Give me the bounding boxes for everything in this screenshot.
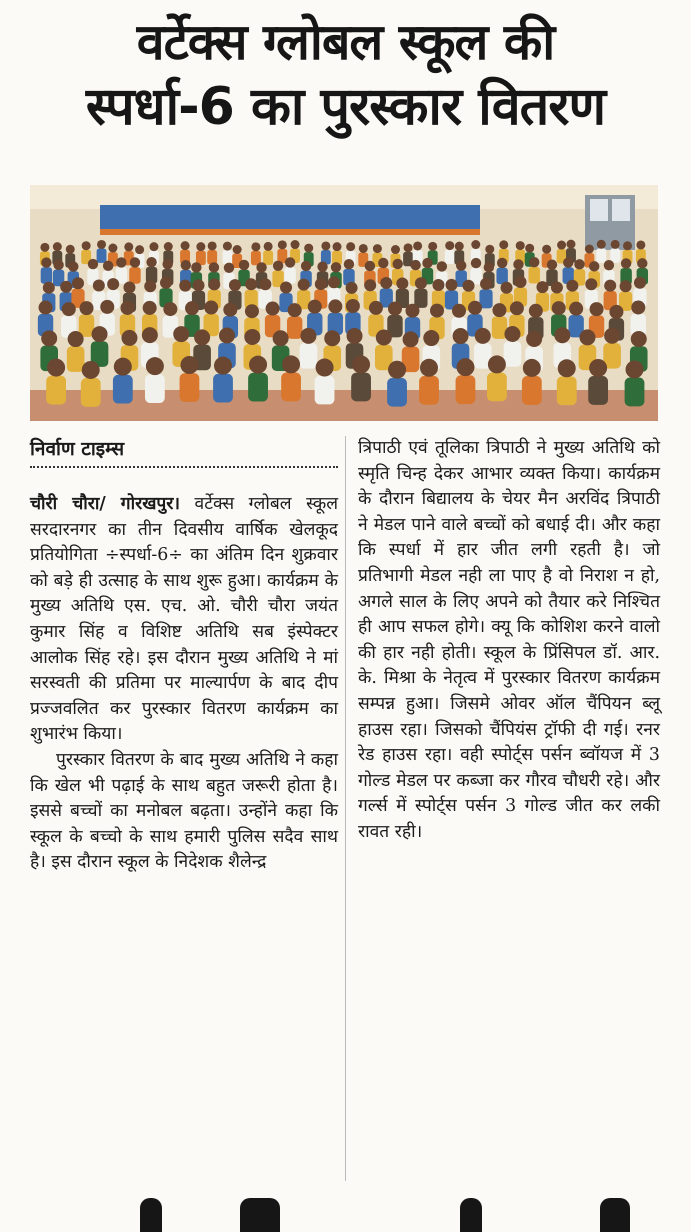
person-head	[163, 302, 177, 316]
person-head	[590, 302, 604, 316]
person-head	[259, 278, 271, 290]
person-head	[422, 258, 432, 268]
person-head	[484, 262, 494, 272]
person-head	[331, 262, 341, 272]
person-head	[631, 331, 647, 347]
person-head	[146, 257, 156, 267]
person-head	[93, 280, 105, 292]
person-head	[346, 299, 360, 313]
person-body	[522, 376, 542, 405]
person-head	[404, 243, 413, 252]
article-right-column	[358, 436, 660, 846]
person-head	[82, 241, 91, 250]
person-head	[413, 241, 422, 250]
person-head	[266, 302, 280, 316]
person-head	[388, 361, 406, 379]
person-head	[142, 327, 158, 343]
person-head	[566, 280, 578, 292]
person-head	[180, 356, 198, 374]
person-head	[108, 244, 117, 253]
person-head	[219, 328, 235, 344]
person-body	[596, 248, 606, 262]
person-body	[445, 250, 455, 264]
person-body	[287, 316, 302, 338]
person-head	[456, 358, 474, 376]
headline-line-1: वर्टेक्स ग्लोबल स्कूल की	[136, 13, 555, 71]
person-head	[391, 245, 400, 254]
person-head	[558, 359, 576, 377]
article-paragraph-1	[30, 492, 338, 748]
person-head	[597, 240, 606, 249]
person-head	[66, 245, 75, 254]
person-head	[604, 280, 616, 292]
person-head	[224, 263, 234, 273]
person-head	[208, 278, 220, 290]
person-head	[352, 355, 370, 373]
person-head	[380, 277, 392, 289]
person-head	[97, 240, 106, 249]
person-head	[328, 299, 342, 313]
person-head	[552, 301, 566, 315]
person-body	[588, 376, 608, 405]
person-head	[68, 261, 78, 271]
person-head	[317, 261, 327, 271]
person-head	[456, 260, 466, 270]
person-head	[282, 355, 300, 373]
person-head	[273, 261, 283, 271]
person-head	[92, 326, 108, 342]
person-head	[321, 241, 330, 250]
column-divider	[345, 436, 346, 1181]
person-head	[475, 328, 491, 344]
person-body	[222, 250, 232, 264]
paragraph-1-text: वर्टेक्स ग्लोबल स्कूल सरदारनगर का तीन दिवसीय वार्षिक खेलकूद प्रतियोगिता ÷स्पर्धा-6÷ का अंतिम दिन शुक्रवार को बड़े ही उत्साह के साथ शुरू हुआ। कार्यक्रम के मुख्य अतिथि एस. एच. ओ. चौरी चौरा जयंत कुमार सिंह व विशिष्ट अतिथि सब इंस्पेक्टर आलोक सिंह रहे। इस दौरान मुख्य अतिथि ने मां सरस्वती की प्रतिमा पर माल्यार्पण के बाद दीप प्रज्जवलित कर पुरस्कार वितरण कार्यक्रम का शुभारंभ किया।	[30, 494, 338, 745]
person-head	[620, 280, 632, 292]
person-head	[80, 301, 94, 315]
person-head	[585, 245, 594, 254]
person-head	[526, 331, 542, 347]
person-head	[515, 276, 527, 288]
person-head	[185, 301, 199, 315]
person-head	[566, 240, 575, 249]
person-head	[497, 258, 507, 268]
person-head	[333, 242, 342, 251]
person-body	[504, 341, 522, 367]
person-head	[191, 262, 201, 272]
person-head	[285, 257, 295, 267]
person-head	[589, 261, 599, 271]
person-head	[420, 359, 438, 377]
person-body	[625, 378, 645, 407]
person-head	[631, 300, 645, 314]
person-head	[72, 277, 84, 289]
person-head	[432, 279, 444, 291]
person-head	[214, 357, 232, 375]
person-head	[301, 261, 311, 271]
person-head	[179, 280, 191, 292]
person-head	[499, 240, 508, 249]
person-body	[315, 376, 335, 405]
person-head	[273, 330, 289, 346]
person-head	[121, 330, 137, 346]
person-head	[88, 259, 98, 269]
person-head	[116, 257, 126, 267]
person-head	[604, 328, 620, 344]
headline	[0, 12, 691, 140]
person-head	[609, 305, 623, 319]
person-head	[453, 328, 469, 344]
person-head	[611, 240, 620, 249]
person-body	[263, 250, 273, 264]
person-head	[196, 242, 205, 251]
person-head	[68, 331, 84, 347]
person-head	[410, 260, 420, 270]
person-head	[146, 357, 164, 375]
person-head	[103, 261, 113, 271]
person-head	[480, 278, 492, 290]
person-head	[604, 260, 614, 270]
person-head	[513, 259, 523, 269]
person-head	[107, 278, 119, 290]
person-head	[245, 304, 259, 318]
person-head	[492, 303, 506, 317]
person-head	[204, 301, 218, 315]
person-head	[47, 359, 65, 377]
person-head	[39, 301, 53, 315]
person-head	[542, 245, 551, 254]
article-paragraph-2: पुरस्कार वितरण के बाद मुख्य अतिथि ने कहा कि खेल भी पढ़ाई के साथ बहुत जरूरी होता है। इससे बच्चों का मनोबल बढ़ता। उन्होंने कहा कि स्कूल के बच्चो के साथ हमारी पुलिस सदैव साथ है। इस दौरान स्कूल के निदेशक शैलेन्द्र	[30, 749, 338, 873]
person-body	[419, 376, 439, 405]
person-head	[393, 259, 403, 269]
person-head	[120, 301, 134, 315]
person-head	[346, 282, 358, 294]
person-head	[488, 355, 506, 373]
person-head	[223, 242, 232, 251]
person-head	[373, 244, 382, 253]
person-body	[529, 267, 540, 284]
person-head	[223, 303, 237, 317]
person-head	[304, 244, 313, 253]
person-head	[365, 261, 375, 271]
person-head	[300, 328, 316, 344]
person-head	[62, 302, 76, 316]
person-head	[60, 281, 72, 293]
person-body	[67, 346, 85, 372]
person-body	[610, 248, 620, 262]
person-head	[173, 326, 189, 342]
person-head	[346, 242, 355, 251]
person-body	[207, 250, 217, 264]
person-head	[53, 260, 63, 270]
person-body	[456, 375, 476, 404]
person-head	[233, 245, 242, 254]
person-head	[636, 240, 645, 249]
person-head	[208, 241, 217, 250]
person-head	[53, 242, 62, 251]
person-head	[523, 359, 541, 377]
person-body	[351, 373, 371, 402]
person-head	[328, 276, 340, 288]
person-head	[359, 244, 368, 253]
person-head	[554, 327, 570, 343]
person-head	[324, 330, 340, 346]
person-body	[41, 267, 52, 284]
person-head	[291, 240, 300, 249]
person-head	[41, 257, 51, 267]
article-right-text: त्रिपाठी एवं तूलिका त्रिपाठी ने मुख्य अतिथि को स्मृति चिन्ह देकर आभार व्यक्त किया। कार्यक्रम के दौरान बिद्यालय के चेयर मैन अरविंद त्रिपाठी ने मेडल पाने वाले बच्चों को बधाई दी। और कहा कि स्पर्धा में हार जीत लगी रहती है। जो प्रतिभागी मेडल नही ला पाए है वो निराश न हो, अगले साल के लिए अपने को तैयार करे निश्चित ही आप सफल होगे। क्यू कि कोशिश करने वालो की हार नही होती। स्कूल के प्रिंसिपल डॉ. आर. के. मिश्रा के नेतृत्व में पुरस्कार वितरण कार्यक्रम सम्पन्न हुआ। जिसमे ओवर ऑल चैंपियन ब्लू हाउस रहा। जिसको चैंपियंस ट्रॉफी दी गई। रनर रेड हाउस रहा। वही स्पोर्ट्स पर्सन ब्वॉयज में 3 गोल्ड मेडल पर कब्जा कर गौरव चौधरी रहे। और गर्ल्स में स्पोर्ट्स पर्सन 3 गोल्ड जीत कर लकी रावत रही।	[358, 438, 660, 842]
person-head	[396, 277, 408, 289]
person-head	[256, 262, 266, 272]
person-head	[144, 280, 156, 292]
person-head	[589, 359, 607, 377]
headline-line-2: स्पर्धा-6 का पुरस्कार वितरण	[85, 77, 606, 137]
person-head	[585, 278, 597, 290]
byline: निर्वाण टाइम्स	[30, 436, 338, 468]
person-body	[213, 374, 233, 403]
person-head	[40, 243, 49, 252]
person-head	[251, 242, 260, 251]
person-head	[428, 242, 437, 251]
person-body	[81, 378, 101, 407]
person-head	[455, 242, 464, 251]
person-head	[316, 359, 334, 377]
person-head	[124, 242, 133, 251]
person-head	[516, 241, 525, 250]
person-head	[288, 303, 302, 317]
next-headline-cutoff	[0, 1192, 691, 1232]
person-head	[501, 282, 513, 294]
person-head	[229, 279, 241, 291]
person-body	[46, 376, 66, 405]
person-head	[547, 260, 557, 270]
person-head	[634, 277, 646, 289]
person-head	[149, 242, 158, 251]
person-head	[623, 241, 632, 250]
person-head	[194, 329, 210, 345]
person-body	[97, 249, 107, 263]
person-head	[468, 301, 482, 315]
article-left-column	[30, 436, 338, 876]
person-head	[162, 259, 172, 269]
person-body	[487, 372, 507, 401]
dateline: चौरी चौरा/ गोरखपुर।	[30, 494, 181, 514]
person-head	[452, 304, 466, 318]
person-head	[403, 331, 419, 347]
person-head	[181, 241, 190, 250]
person-head	[510, 301, 524, 315]
person-head	[445, 241, 454, 250]
person-head	[529, 257, 539, 267]
person-head	[347, 328, 363, 344]
person-head	[160, 277, 172, 289]
person-head	[82, 361, 100, 379]
person-head	[43, 282, 55, 294]
person-head	[130, 257, 140, 267]
person-body	[300, 343, 318, 369]
person-head	[181, 260, 191, 270]
person-head	[536, 281, 548, 293]
person-head	[315, 278, 327, 290]
person-body	[284, 267, 295, 284]
person-head	[308, 300, 322, 314]
person-head	[344, 259, 354, 269]
person-head	[278, 240, 287, 249]
person-head	[114, 358, 132, 376]
person-head	[100, 300, 114, 314]
person-head	[249, 356, 267, 374]
person-head	[164, 242, 173, 251]
person-head	[123, 282, 135, 294]
person-head	[41, 330, 57, 346]
person-head	[298, 279, 310, 291]
person-body	[281, 373, 301, 402]
person-head	[369, 301, 383, 315]
person-head	[557, 241, 566, 250]
person-body	[557, 376, 577, 405]
person-head	[529, 304, 543, 318]
group-photo	[30, 185, 658, 421]
person-head	[415, 277, 427, 289]
person-head	[471, 258, 481, 268]
person-body	[387, 378, 407, 407]
person-head	[239, 260, 249, 270]
person-head	[430, 304, 444, 318]
person-head	[563, 257, 573, 267]
person-head	[264, 242, 273, 251]
person-head	[463, 280, 475, 292]
person-body	[113, 375, 133, 404]
person-head	[446, 279, 458, 291]
person-head	[143, 301, 157, 315]
person-head	[626, 360, 644, 378]
person-head	[280, 282, 292, 294]
person-head	[423, 330, 439, 346]
person-body	[180, 373, 200, 402]
person-head	[209, 262, 219, 272]
person-body	[145, 374, 165, 403]
person-head	[364, 279, 376, 291]
person-head	[388, 302, 402, 316]
person-head	[471, 240, 480, 249]
person-head	[525, 244, 534, 253]
person-head	[637, 258, 647, 268]
person-head	[621, 258, 631, 268]
person-head	[579, 329, 595, 345]
person-body	[248, 373, 268, 402]
person-head	[378, 258, 388, 268]
person-body	[129, 267, 140, 284]
person-head	[135, 245, 144, 254]
person-head	[437, 261, 447, 271]
person-head	[406, 304, 420, 318]
person-head	[504, 326, 520, 342]
person-head	[376, 329, 392, 345]
group-photo-icon	[30, 185, 658, 421]
person-head	[551, 281, 563, 293]
person-head	[569, 302, 583, 316]
person-head	[245, 278, 257, 290]
person-head	[574, 259, 584, 269]
person-head	[485, 245, 494, 254]
person-head	[193, 279, 205, 291]
person-head	[244, 329, 260, 345]
